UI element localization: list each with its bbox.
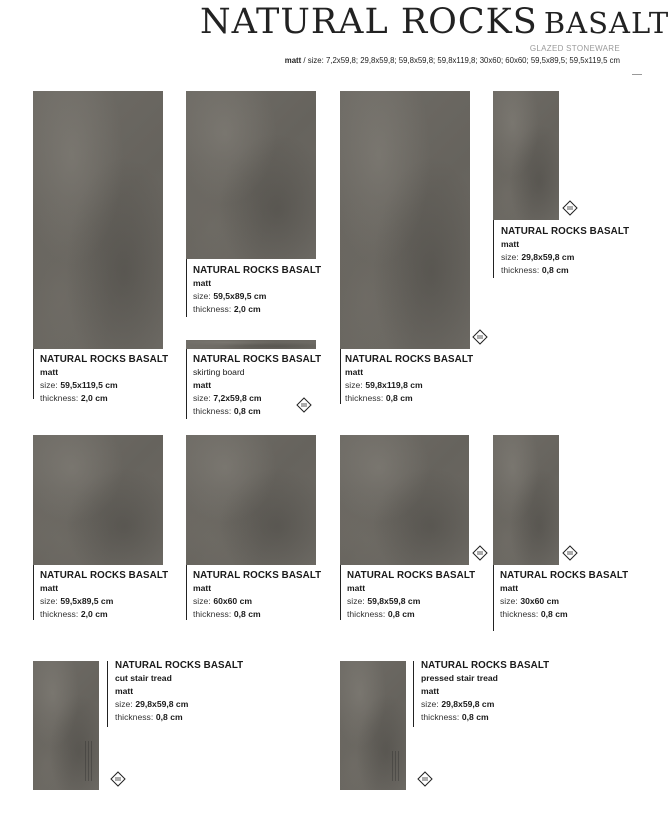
product-finish: matt — [421, 686, 440, 696]
product-size: 30x60 cm — [520, 596, 560, 606]
product-caption — [500, 569, 628, 621]
product-name: NATURAL ROCKS BASALT — [193, 354, 322, 365]
product-name: NATURAL ROCKS BASALT — [345, 354, 474, 365]
product-size: 59,8x59,8 cm — [367, 596, 421, 606]
product-caption — [115, 659, 243, 724]
product-caption — [345, 353, 473, 405]
product-thickness: 2,0 cm — [80, 393, 108, 403]
divider-line — [493, 565, 494, 631]
thickness-label: thickness: — [500, 609, 539, 619]
multi-size-diamond-icon — [417, 771, 433, 787]
product-finish: matt — [501, 239, 520, 249]
product-size: 60x60 cm — [213, 596, 253, 606]
tile-image-59-8x59-8 — [340, 435, 469, 565]
size-label: size: — [40, 596, 58, 606]
thickness-label: thickness: — [40, 609, 79, 619]
product-caption — [421, 659, 549, 724]
product-name: NATURAL ROCKS BASALT — [421, 660, 550, 671]
tile-image-59-5x89-5 — [186, 91, 316, 259]
tile-image-60x60 — [186, 435, 316, 565]
product-finish: matt — [40, 583, 59, 593]
product-finish: matt — [193, 278, 212, 288]
product-finish: matt — [193, 583, 212, 593]
product-name: NATURAL ROCKS BASALT — [193, 570, 322, 581]
product-name: NATURAL ROCKS BASALT — [40, 570, 169, 581]
size-label: size: — [193, 393, 211, 403]
product-name: NATURAL ROCKS BASALT — [40, 354, 169, 365]
divider-line — [186, 259, 187, 317]
product-finish: matt — [193, 380, 212, 390]
product-name: NATURAL ROCKS BASALT — [501, 226, 630, 237]
stair-grooves — [392, 751, 400, 781]
header-divider — [632, 74, 642, 75]
product-thickness: 0,8 cm — [540, 609, 568, 619]
tile-image-59-5x119-5 — [33, 91, 163, 349]
size-label: size: — [421, 699, 439, 709]
divider-line — [493, 220, 494, 278]
size-label: size: — [115, 699, 133, 709]
divider-line — [33, 565, 34, 620]
tile-image-59-8x119-8 — [340, 91, 470, 349]
product-finish: matt — [500, 583, 519, 593]
divider-line — [413, 661, 414, 727]
product-finish: matt — [40, 367, 59, 377]
tile-image-cut-stair-tread — [33, 661, 99, 790]
size-label: size: — [347, 596, 365, 606]
divider-line — [33, 349, 34, 399]
product-thickness: 2,0 cm — [233, 304, 261, 314]
product-size: 29,8x59,8 cm — [135, 699, 189, 709]
thickness-label: thickness: — [421, 712, 460, 722]
product-caption — [347, 569, 475, 621]
product-name: NATURAL ROCKS BASALT — [347, 570, 476, 581]
tile-image-pressed-stair-tread — [340, 661, 406, 790]
thickness-label: thickness: — [40, 393, 79, 403]
product-thickness: 0,8 cm — [387, 609, 415, 619]
multi-size-diamond-icon — [110, 771, 126, 787]
multi-size-diamond-icon — [562, 545, 578, 561]
product-thickness: 0,8 cm — [541, 265, 569, 275]
tile-image-30x60 — [493, 435, 559, 565]
product-caption — [193, 569, 321, 621]
product-thickness: 0,8 cm — [155, 712, 183, 722]
thickness-label: thickness: — [501, 265, 540, 275]
title-main: NATURAL ROCKS — [200, 2, 538, 42]
product-type: skirting board — [193, 367, 245, 377]
thickness-label: thickness: — [115, 712, 154, 722]
product-thickness: 0,8 cm — [233, 406, 261, 416]
collection-subtitle: GLAZED STONEWARE — [529, 44, 620, 53]
available-sizes — [285, 56, 620, 65]
product-finish: matt — [115, 686, 134, 696]
product-size: 7,2x59,8 cm — [213, 393, 262, 403]
multi-size-diamond-icon — [472, 545, 488, 561]
thickness-label: thickness: — [193, 609, 232, 619]
divider-line — [107, 661, 108, 727]
tile-image-skirting — [186, 340, 316, 349]
product-size: 29,8x59,8 cm — [441, 699, 495, 709]
thickness-label: thickness: — [345, 393, 384, 403]
product-caption — [193, 264, 321, 316]
page-title — [200, 2, 669, 42]
product-finish: matt — [345, 367, 364, 377]
product-size: 59,5x89,5 cm — [60, 596, 114, 606]
size-label: size: — [501, 252, 519, 262]
thickness-label: thickness: — [193, 304, 232, 314]
product-thickness: 0,8 cm — [233, 609, 261, 619]
divider-line — [340, 349, 341, 404]
sizes-list: / size: 7,2x59,8; 29,8x59,8; 59,8x59,8; 59,8x119,8; 30x60; 60x60; 59,5x89,5; 59,5x119,5 cm — [303, 56, 620, 65]
product-name: NATURAL ROCKS BASALT — [115, 660, 244, 671]
divider-line — [186, 349, 187, 419]
product-caption — [40, 569, 168, 621]
product-size: 59,5x119,5 cm — [60, 380, 118, 390]
product-thickness: 2,0 cm — [80, 609, 108, 619]
thickness-label: thickness: — [193, 406, 232, 416]
product-name: NATURAL ROCKS BASALT — [193, 265, 322, 276]
product-size: 59,8x119,8 cm — [365, 380, 423, 390]
size-label: size: — [345, 380, 363, 390]
finish-label: matt — [284, 56, 302, 65]
product-caption — [40, 353, 168, 405]
size-label: size: — [500, 596, 518, 606]
product-thickness: 0,8 cm — [461, 712, 489, 722]
product-finish: matt — [347, 583, 366, 593]
product-name: NATURAL ROCKS BASALT — [500, 570, 629, 581]
product-size: 29,8x59,8 cm — [521, 252, 575, 262]
size-label: size: — [40, 380, 58, 390]
multi-size-diamond-icon — [472, 329, 488, 345]
divider-line — [186, 565, 187, 620]
divider-line — [340, 565, 341, 620]
product-thickness: 0,8 cm — [385, 393, 413, 403]
product-caption — [501, 225, 629, 277]
product-type: cut stair tread — [115, 673, 172, 683]
multi-size-diamond-icon — [562, 200, 578, 216]
size-label: size: — [193, 596, 211, 606]
title-sub: BASALT — [543, 6, 669, 40]
multi-size-diamond-icon — [296, 397, 312, 413]
tile-image-29-8x59-8 — [493, 91, 559, 220]
product-type: pressed stair tread — [421, 673, 498, 683]
thickness-label: thickness: — [347, 609, 386, 619]
size-label: size: — [193, 291, 211, 301]
product-size: 59,5x89,5 cm — [213, 291, 267, 301]
tile-image-59-5x89-5 — [33, 435, 163, 565]
stair-grooves — [85, 741, 93, 781]
